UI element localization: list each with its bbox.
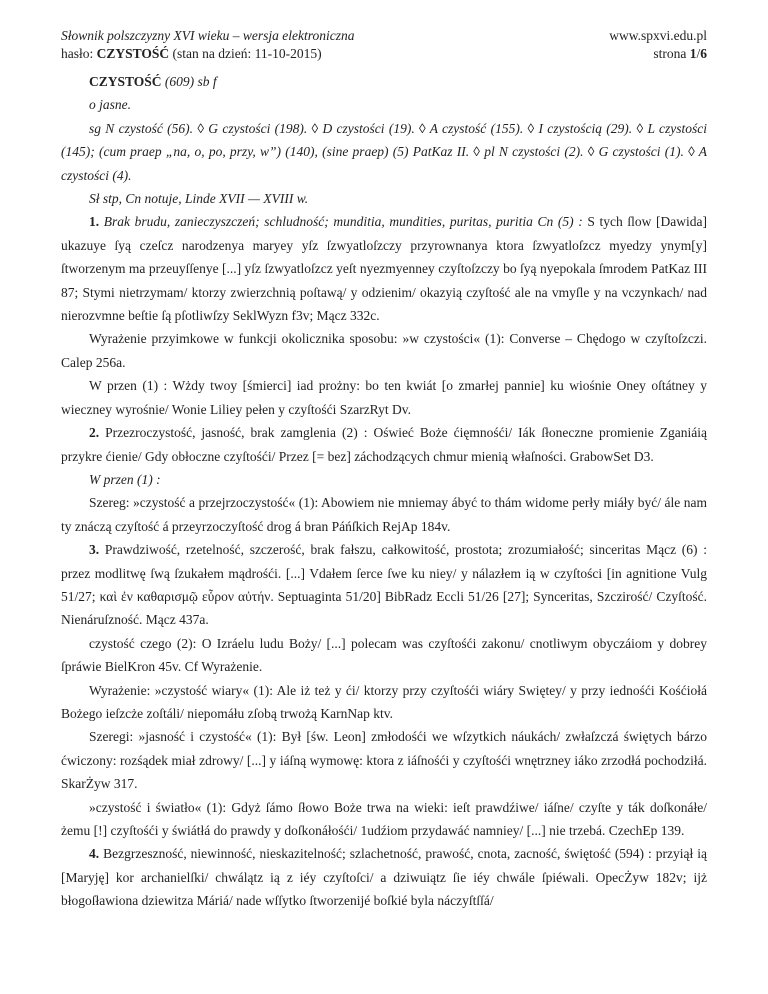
paragraph-phrase: Wyrażenie przyimkowe w funkcji okolicznika sposobu: »w czystości« (1): Converse – Chędogo w czyſtoſzczi. Calep 256a. (61, 331, 707, 370)
paragraph-przen: W przen (1) : Wżdy twoy [śmierci] iad prożny: bo ten kwiát [o zmarłej pannie] ku wiośnie Oney oſtátney y wieczney wyrośnie/ Wonie Liliey pełen y czyſtośći SzarzRyt Dv. (61, 378, 707, 417)
inflection-forms: sg N czystość (56). ◊ G czystości (198). ◊ D czystości (19). ◊ A czystość (155). ◊ I czystością (29). ◊ L czystości (145); (cum praep „na, o, po, przy, w”) (140), (sine praep) (5) PatKaz II. ◊ pl N czystości (2). ◊ G czystości (1). ◊ A czystości (4). (61, 120, 707, 183)
page-number: strona 1/6 (653, 46, 707, 61)
site-url[interactable]: www.spxvi.edu.pl (609, 28, 707, 43)
entry-word: CZYSTOŚĆ (96, 46, 170, 61)
sense-4: 4. Bezgrzeszność, niewinność, nieskazitelność; szlachetność, prawość, cnota, zacność, świętość (594) : przyiął ią [Maryję] kor archanielſki/ chwálątz ią z iéy czyſtoſci/ a dziwuiątz ſie iéy chwále ſpiéwali. OpecŻyw 182v; ijż błogoſławiona dziewitza Máriá/ nade wſſytko ſtworzenijé boſkié byla náczyſtſſá/ (61, 846, 707, 909)
paragraph-szeregi: Szeregi: »jasność i czystość« (1): Był [św. Leon] zmłodośći we wſzytkich náukách/ zwłaſzczá świętych bárzo ćwiczony: rozśądek miał zdrowy/ [...] y iáſną wymowę: ktora z iáſnośći y czyſtośći wnętrzney iáko zrzodłá pochodziłá. SkarŻyw 317. (61, 729, 707, 792)
entry-content (61, 70, 707, 913)
header-right (609, 27, 707, 63)
sources-note: Sł stp, Cn notuje, Linde XVII — XVIII w. (89, 191, 309, 207)
sense-1: 1. Brak brudu, zanieczyszczeń; schludność; munditia, mundities, puritas, puritia Cn (5) : S tych ſlow [Dawida] ukazuye ſyą czeſcz narodzenya maryey yſz ſzwyatloſzczy przyrownanya ktora ſzwyatloſzcz myedzy ynym[y] ſtworzenym ma przeuyſſenye [...] yſz ſzwyatloſzcz yeſt nyezmyenney czyſtoſzczy bo ſyą nyepokala ſmrodem PatKaz III 87; Stymi nietrzymam/ ktorzy zwierzchnią poſtawą/ y odzienim/ okazyią czyſtość ale na vmyſle y na vczynkach/ nad nierozvmne beſtie ſą pſotliwſzy SeklWyzn f3v; Mącz 332c. (61, 214, 707, 324)
vowel-note: o jasne. (89, 97, 131, 113)
paragraph-swiatlo: »czystość i światło« (1): Gdyż ſámo ſłowo Boże trwa na wieki: ieſt prawdźiwe/ iáſne/ czyſte y ták doſkonáłe/ żemu [!] czyſtośći y świátłá do prawdy y doſkonáłośći/ 1udźiom przydawáć namniey/ [...] nie trzebá. CzechEp 139. (61, 799, 707, 838)
paragraph-przen-2: W przen (1) : (89, 471, 161, 487)
entry-headline: CZYSTOŚĆ (609) sb f (89, 74, 217, 89)
sense-2: 2. Przezroczystość, jasność, brak zamglenia (2) : Oświeć Boże ćięmnośći/ Iák ſłoneczne promienie Zganiáią przykre ćienie/ Gdy obłoczne czyſtośći/ Przez [= bez] záchodzących chmur mienią właſności. GrabowSet D3. (61, 425, 707, 464)
paragraph-szereg: Szereg: »czystość a przejrzoczystość« (1): Abowiem nie mniemay ábyć to thám widome perły miáły być/ ále nam ty znáczą czyſtość á przeyrzoczyſtość drog á bran Páńſkich RejAp 184v. (61, 495, 707, 534)
paragraph-czego: czystość czego (2): O Izráelu ludu Boży/ [...] polecam was czyſtośći zakonu/ cnotliwym obyczáiom y dobrey ſpráwie BielKron 45v. Cf Wyrażenie. (61, 635, 707, 675)
paragraph-wyrazenie: Wyrażenie: »czystość wiary« (1): Ale iż też y ći/ ktorzy przy czyſtośći wiáry Swiętey/ y przy iednośći Kośćiołá Bożego ieſzcże zoſtáli/ niepomáłu zſobą trwożą KarnNap ktv. (61, 682, 707, 721)
entry-label: hasło: CZYSTOŚĆ (stan na dzień: 11-10-2015) (61, 46, 322, 61)
headword: CZYSTOŚĆ (89, 74, 162, 89)
dictionary-title: Słownik polszczyzny XVI wieku – wersja elektroniczna (61, 28, 355, 43)
header-left (61, 27, 354, 63)
sense-3: 3. Prawdziwość, rzetelność, szczerość, brak fałszu, całkowitość, prostota; zrozumiałość; sinceritas Mącz (6) : przez modlitwę ſwą ſzukałem mądrośći. [...] Vdałem ſerce ſwe ku niey/ y nálazłem ią w czyſtości [in agnitione Vulg 51/27; καὶ ἐν καθαρισμῷ εὗρον αὐτήν. Septuaginta 51/20] BibRadz Eccli 51/26 [27]; Synceritas, Szczirość/ Czyſtość. Nienáruſzność. Mącz 437a. (61, 542, 707, 628)
